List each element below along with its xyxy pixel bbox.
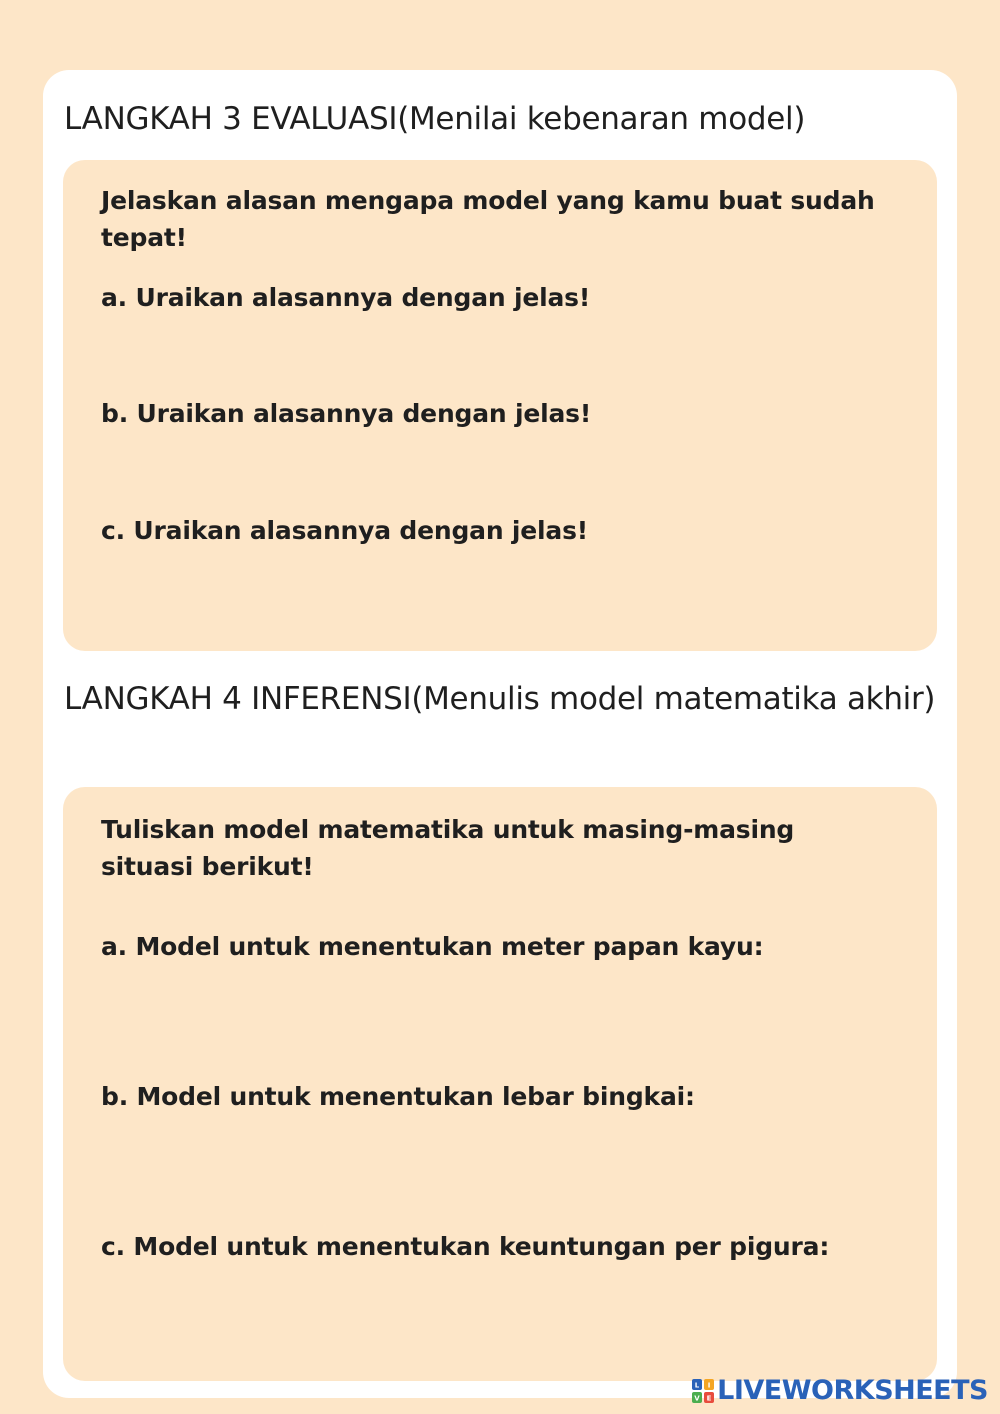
section3-instruction: Jelaskan alasan mengapa model yang kamu buat sudah tepat! xyxy=(101,186,875,252)
svg-text:V: V xyxy=(694,1394,700,1402)
liveworksheets-brand[interactable] xyxy=(692,1375,988,1406)
brand-name: LIVEWORKSHEETS xyxy=(717,1375,988,1406)
section3-item-a: a. Uraikan alasannya dengan jelas! xyxy=(101,283,591,312)
section4-instruction: Tuliskan model matematika untuk masing-masing situasi berikut! xyxy=(101,815,795,881)
svg-text:E: E xyxy=(706,1394,712,1402)
section3-item-c: c. Uraikan alasannya dengan jelas! xyxy=(101,516,588,545)
section4-item-b: b. Model untuk menentukan lebar bingkai: xyxy=(101,1082,695,1111)
section4-item-c: c. Model untuk menentukan keuntungan per pigura: xyxy=(101,1232,830,1261)
svg-text:L: L xyxy=(694,1381,700,1389)
liveworksheets-logo-icon xyxy=(692,1379,714,1403)
section3-item-b: b. Uraikan alasannya dengan jelas! xyxy=(101,399,592,428)
svg-text:I: I xyxy=(707,1381,711,1389)
section4-heading: LANGKAH 4 INFERENSI(Menulis model matematika akhir) xyxy=(64,681,936,717)
section4-item-a: a. Model untuk menentukan meter papan kayu: xyxy=(101,932,764,961)
section3-heading: LANGKAH 3 EVALUASI(Menilai kebenaran model) xyxy=(64,101,806,137)
